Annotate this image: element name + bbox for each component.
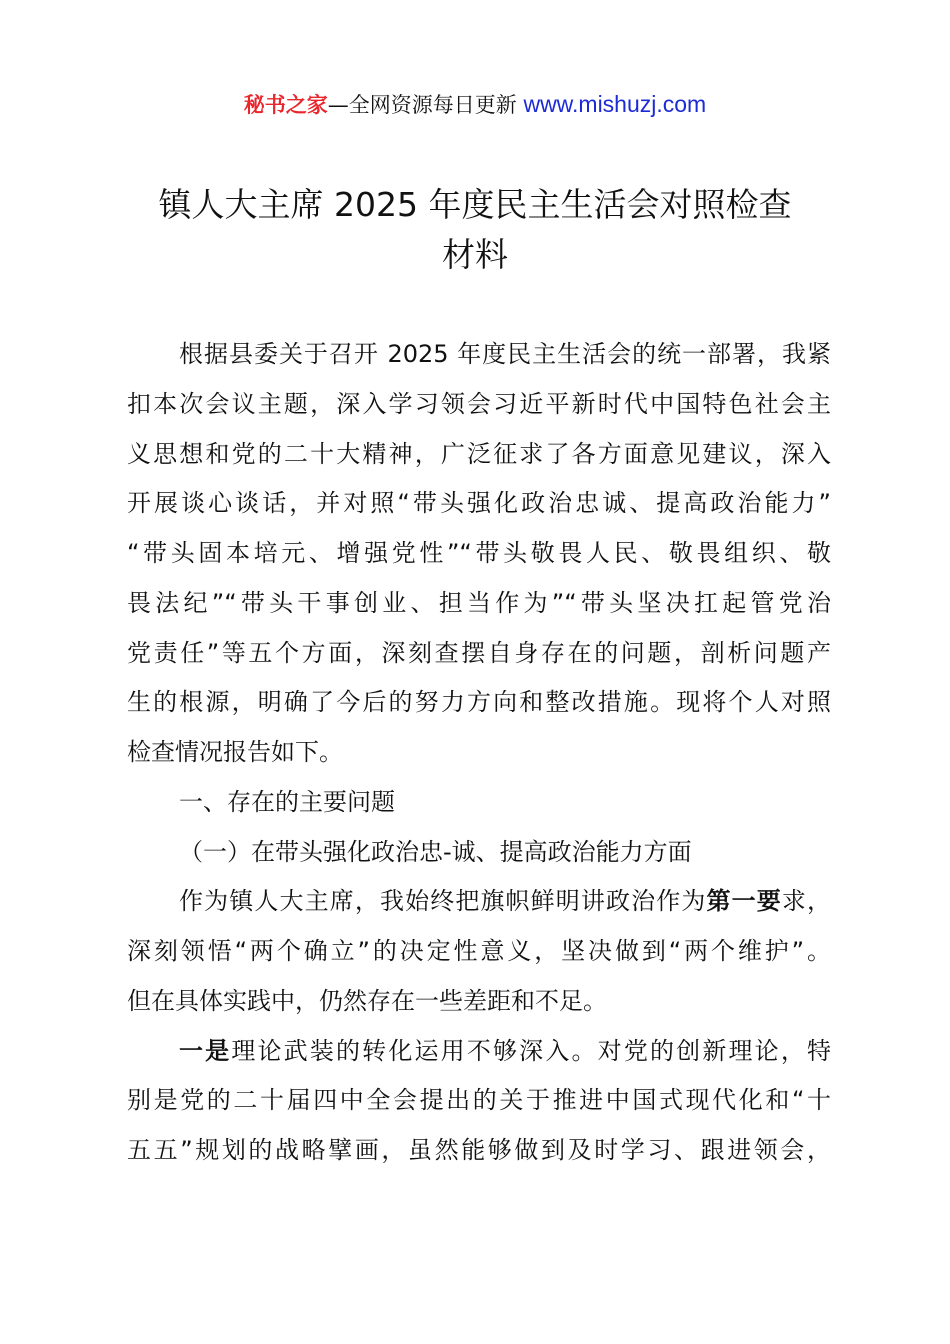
brand-name: 秘书之家 [243, 93, 328, 117]
header-tagline: —全网资源每日更新 [327, 93, 524, 117]
text-line: 开展谈心谈话，并对照“带头强化政治忠诚、提高政治能力” [127, 489, 831, 518]
text-line: 扣本次会议主题，深入学习领会习近平新时代中国特色社会主 [127, 389, 831, 418]
text-line [127, 1027, 831, 1077]
text-line: 根据县委关于召开 2025 年度民主生活会的统一部署，我紧 [179, 340, 831, 368]
document-title-line1: 镇人大主席 2025 年度民主生活会对照检查 [158, 185, 792, 224]
text-line: 别是党的二十届四中全会提出的关于推进中国式现代化和“十 [127, 1086, 831, 1115]
section-heading: 一、存在的主要问题 [179, 787, 395, 816]
text-run: 理论武装的转化运用不够深入。对党的创新理论，特 [231, 1036, 832, 1065]
text-line: 五五”规划的战略擘画，虽然能够做到及时学习、跟进领会， [127, 1136, 831, 1164]
text-run: 求， [781, 887, 832, 916]
text-line: 畏法纪”“带头干事创业、担当作为”“带头坚决扛起管党治 [127, 588, 831, 617]
text-run: 作为镇人大主席，我始终把旗帜鲜明讲政治作为 [179, 887, 707, 916]
document-body [127, 330, 831, 1176]
text-line: 但在具体实践中，仍然存在一些差距和不足。 [127, 986, 607, 1015]
site-header [0, 88, 950, 121]
text-line [127, 877, 831, 927]
bold-text-run: 一是 [179, 1036, 232, 1065]
document-title-line2: 材料 [442, 235, 508, 274]
text-line: 检查情况报告如下。 [127, 738, 343, 766]
site-url-link[interactable]: www.mishuzj.com [523, 91, 707, 117]
subsection-heading: （一）在带头强化政治忠-诚、提高政治能力方面 [179, 837, 692, 866]
text-line: 义思想和党的二十大精神，广泛征求了各方面意见建议，深入 [127, 439, 831, 468]
text-line: 党责任”等五个方面，深刻查摆自身存在的问题，剖析问题产 [127, 638, 831, 667]
text-line: “带头固本培元、增强党性”“带头敬畏人民、敬畏组织、敬 [127, 539, 831, 567]
text-line: 深刻领悟“两个确立”的决定性意义，坚决做到“两个维护”。 [127, 937, 831, 965]
text-line: 生的根源，明确了今后的努力方向和整改措施。现将个人对照 [127, 688, 831, 717]
bold-text-run: 第一要 [706, 887, 782, 916]
